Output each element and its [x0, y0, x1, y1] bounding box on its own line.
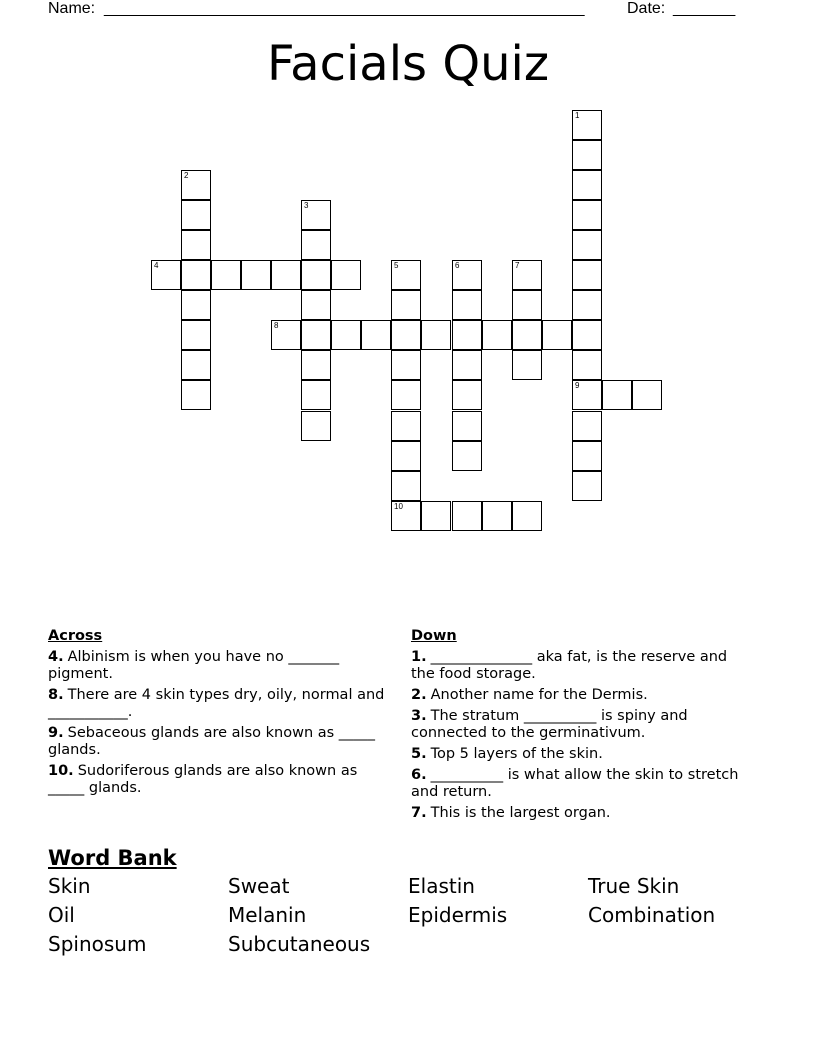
clue-number: 9.	[48, 725, 64, 741]
clue-text: Albinism is when you have no _______ pigment.	[48, 649, 340, 682]
crossword-cell[interactable]	[271, 320, 301, 350]
cell-number: 4	[154, 261, 159, 270]
word-bank-item: Elastin	[408, 874, 475, 898]
clue-number: 7.	[411, 805, 427, 821]
crossword-cell[interactable]	[391, 320, 421, 350]
down-clue	[411, 805, 751, 822]
crossword-cell[interactable]	[572, 110, 602, 140]
crossword-cell[interactable]	[512, 320, 542, 350]
crossword-cell[interactable]	[572, 320, 602, 350]
word-bank-item: Oil	[48, 903, 75, 927]
crossword-cell[interactable]	[572, 380, 602, 410]
crossword-cell[interactable]	[391, 471, 421, 501]
crossword-cell[interactable]	[452, 320, 482, 350]
date-blank-line: _______	[673, 0, 736, 17]
crossword-cell[interactable]	[301, 411, 331, 441]
crossword-cell[interactable]	[632, 380, 662, 410]
crossword-cell[interactable]	[301, 290, 331, 320]
crossword-cell[interactable]	[181, 350, 211, 380]
cell-number: 5	[394, 261, 399, 270]
cell-number: 2	[184, 171, 189, 180]
across-clue	[48, 649, 388, 683]
crossword-cell[interactable]	[452, 350, 482, 380]
clue-number: 2.	[411, 687, 427, 703]
word-bank-title: Word Bank	[48, 846, 177, 870]
crossword-cell[interactable]	[301, 380, 331, 410]
crossword-cell[interactable]	[452, 411, 482, 441]
cell-number: 8	[274, 321, 279, 330]
crossword-cell[interactable]	[181, 200, 211, 230]
crossword-cell[interactable]	[482, 501, 512, 531]
crossword-cell[interactable]	[331, 320, 361, 350]
crossword-cell[interactable]	[391, 411, 421, 441]
crossword-cell[interactable]	[361, 320, 391, 350]
down-clue	[411, 746, 751, 763]
crossword-cell[interactable]	[512, 501, 542, 531]
clue-text: Another name for the Dermis.	[430, 687, 648, 703]
crossword-cell[interactable]	[151, 260, 181, 290]
down-clues	[411, 628, 751, 826]
crossword-cell[interactable]	[421, 320, 451, 350]
crossword-cell[interactable]	[572, 170, 602, 200]
clue-number: 6.	[411, 767, 427, 783]
crossword-cell[interactable]	[211, 260, 241, 290]
crossword-cell[interactable]	[301, 200, 331, 230]
crossword-cell[interactable]	[572, 411, 602, 441]
down-clue	[411, 649, 751, 683]
crossword-cell[interactable]	[421, 501, 451, 531]
clue-number: 1.	[411, 649, 427, 665]
clue-number: 4.	[48, 649, 64, 665]
crossword-cell[interactable]	[572, 200, 602, 230]
crossword-cell[interactable]	[241, 260, 271, 290]
crossword-cell[interactable]	[391, 380, 421, 410]
crossword-cell[interactable]	[452, 260, 482, 290]
crossword-cell[interactable]	[602, 380, 632, 410]
cell-number: 7	[515, 261, 520, 270]
crossword-cell[interactable]	[181, 290, 211, 320]
crossword-cell[interactable]	[181, 320, 211, 350]
word-bank-item: True Skin	[588, 874, 680, 898]
crossword-cell[interactable]	[271, 260, 301, 290]
crossword-cell[interactable]	[301, 320, 331, 350]
crossword-cell[interactable]	[572, 350, 602, 380]
clue-text: Sebaceous glands are also known as _____ glands.	[48, 725, 376, 758]
across-clue	[48, 763, 388, 797]
crossword-cell[interactable]	[452, 290, 482, 320]
crossword-cell[interactable]	[512, 260, 542, 290]
across-heading: Across	[48, 628, 103, 644]
name-blank-line: ______________________________________________________	[104, 0, 585, 17]
across-clue	[48, 725, 388, 759]
crossword-cell[interactable]	[572, 471, 602, 501]
crossword-cell[interactable]	[572, 230, 602, 260]
clue-text: ______________ aka fat, is the reserve and the food storage.	[411, 649, 728, 682]
word-bank-item: Subcutaneous	[228, 932, 371, 956]
crossword-cell[interactable]	[301, 350, 331, 380]
crossword-cell[interactable]	[542, 320, 572, 350]
clue-text: Sudoriferous glands are also known as _____ glands.	[48, 763, 358, 796]
clue-text: __________ is what allow the skin to stretch and return.	[411, 767, 739, 800]
word-bank-item: Combination	[588, 903, 716, 927]
word-bank-item: Spinosum	[48, 932, 147, 956]
across-clues	[48, 628, 388, 801]
crossword-cell[interactable]	[452, 441, 482, 471]
crossword-cell[interactable]	[572, 260, 602, 290]
cell-number: 10	[394, 502, 403, 511]
crossword-cell[interactable]	[512, 350, 542, 380]
clue-number: 5.	[411, 746, 427, 762]
cell-number: 9	[575, 381, 580, 390]
cell-number: 1	[575, 111, 580, 120]
clue-text: Top 5 layers of the skin.	[430, 746, 603, 762]
crossword-cell[interactable]	[331, 260, 361, 290]
crossword-cell[interactable]	[391, 350, 421, 380]
clue-text: This is the largest organ.	[430, 805, 611, 821]
across-clue	[48, 687, 388, 721]
crossword-cell[interactable]	[181, 260, 211, 290]
crossword-cell[interactable]	[572, 290, 602, 320]
word-bank-item: Epidermis	[408, 903, 508, 927]
crossword-cell[interactable]	[391, 501, 421, 531]
crossword-cell[interactable]	[572, 140, 602, 170]
down-clue	[411, 708, 751, 742]
word-bank-item: Skin	[48, 874, 91, 898]
crossword-cell[interactable]	[181, 380, 211, 410]
down-clue	[411, 687, 751, 704]
crossword-cell[interactable]	[572, 441, 602, 471]
crossword-cell[interactable]	[301, 260, 331, 290]
page-title: Facials Quiz	[266, 36, 550, 92]
down-heading: Down	[411, 628, 457, 644]
clue-text: There are 4 skin types dry, oily, normal and ___________.	[48, 687, 385, 720]
crossword-cell[interactable]	[512, 290, 542, 320]
crossword-cell[interactable]	[391, 290, 421, 320]
word-bank-item: Sweat	[228, 874, 290, 898]
clue-number: 3.	[411, 708, 427, 724]
crossword-cell[interactable]	[391, 260, 421, 290]
date-label: Date:	[627, 0, 666, 17]
word-bank-item: Melanin	[228, 903, 307, 927]
clue-number: 10.	[48, 763, 74, 779]
name-label: Name:	[48, 0, 96, 17]
crossword-cell[interactable]	[452, 380, 482, 410]
clue-number: 8.	[48, 687, 64, 703]
word-bank	[48, 872, 788, 959]
crossword-cell[interactable]	[482, 320, 512, 350]
crossword-cell[interactable]	[181, 230, 211, 260]
down-clue	[411, 767, 751, 801]
cell-number: 3	[304, 201, 309, 210]
crossword-cell[interactable]	[391, 441, 421, 471]
cell-number: 6	[455, 261, 460, 270]
clue-text: The stratum __________ is spiny and connected to the germinativum.	[411, 708, 688, 741]
crossword-cell[interactable]	[301, 230, 331, 260]
crossword-cell[interactable]	[181, 170, 211, 200]
crossword-cell[interactable]	[452, 501, 482, 531]
